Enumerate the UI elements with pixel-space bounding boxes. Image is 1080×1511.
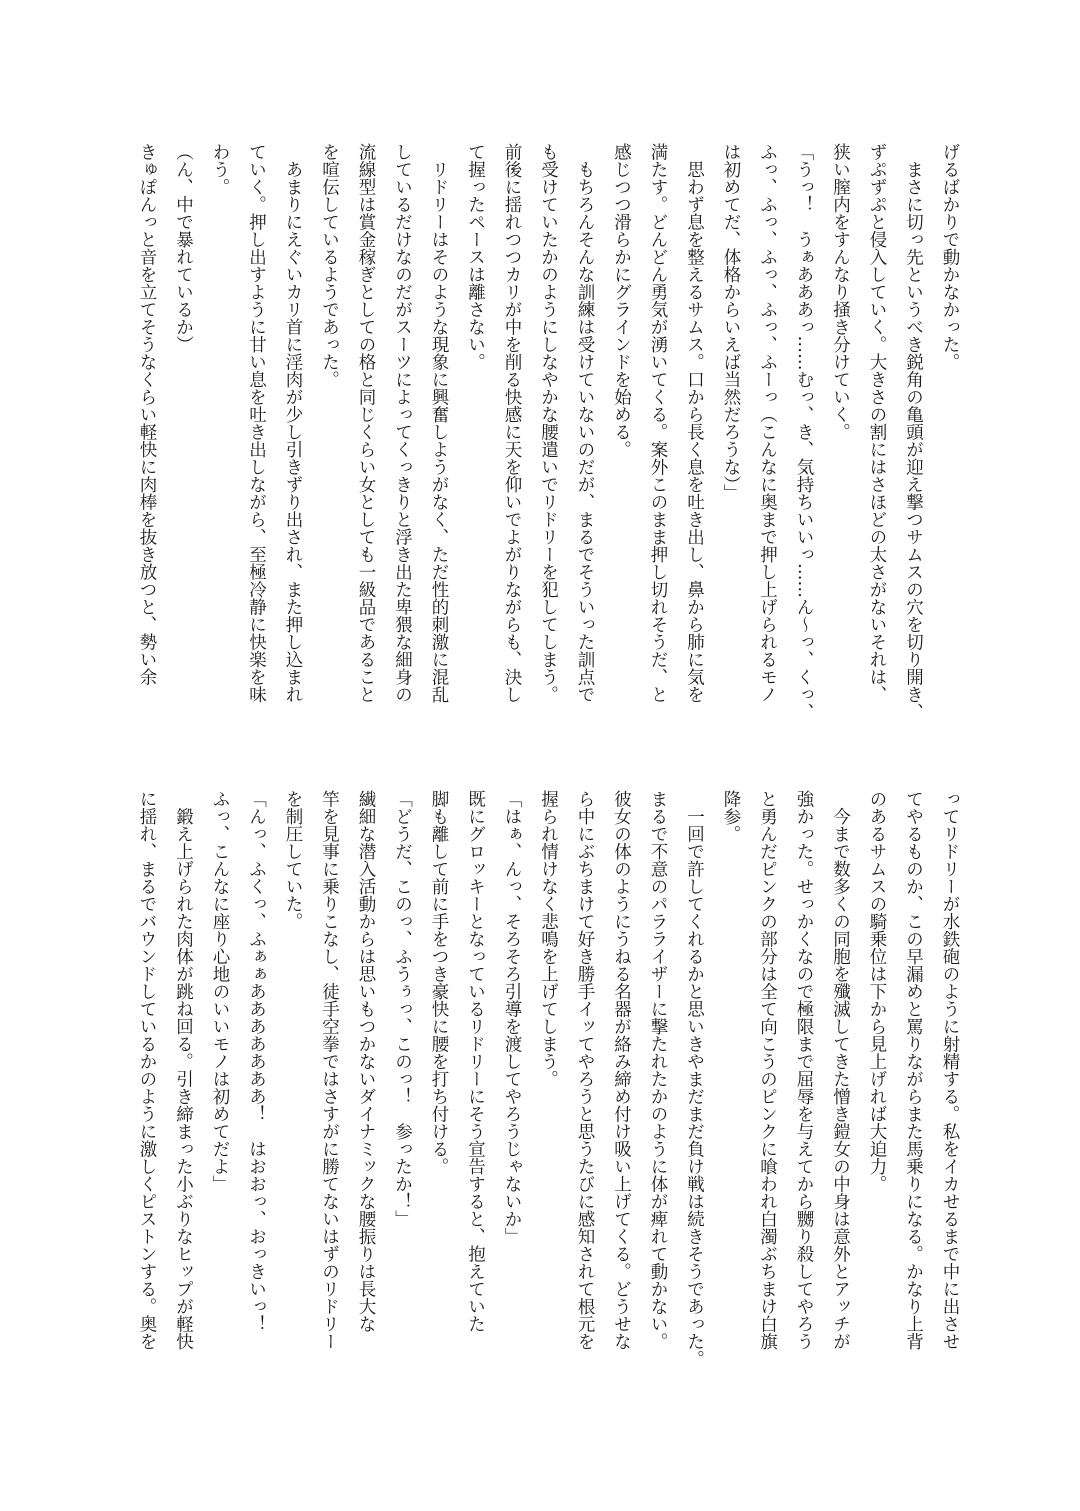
- text-line: 降参。: [721, 790, 741, 843]
- text-line: まるで不意のパラライザーに撃たれたかのように体が痺れて動かない。: [648, 790, 668, 1350]
- text-line: 「んっ、ふくっ、ふぁぁあああああああ！ はおおっ、おっきいっ！: [246, 790, 267, 1333]
- text-line: わう。: [210, 143, 230, 196]
- text-line: 鍛え上げられた肉体が跳ね回る。引き締まった小ぶりなヒップが軽快: [173, 790, 194, 1350]
- text-line: まさに切っ先というべき鋭角の亀頭が迎え撃つサムスの穴を切り開き、: [903, 143, 924, 721]
- text-line: 脚も離して前に手をつき豪快に腰を打ち付ける。: [429, 790, 449, 1175]
- text-line: 「うっ！ うぁあああっ……むっ、き、気持ちいいっ……ん～っ、くっ、: [794, 143, 814, 721]
- text-line: て握ったペースは離さない。: [465, 143, 486, 371]
- text-line: 既にグロッキーとなっているリドリーにそう宣告すると、抱えていた: [465, 790, 486, 1333]
- text-line: 流線型は賞金稼ぎとしての格と同じくらい女としても一級品であること: [356, 143, 376, 703]
- text-line: 前後に揺れつつカリが中を削る快感に天を仰いでよがりながらも、決し: [502, 143, 522, 703]
- text-line: もちろんそんな訓練は受けていないのだが、まるでそういった訓点で: [575, 143, 595, 703]
- text-line: （ん、中で暴れているか）: [173, 143, 194, 353]
- text-line: てやるものか、この早漏めと罵りながらまた馬乗りになる。かなり上背: [903, 790, 924, 1350]
- text-line: ていく。押し出すように甘い息を吐き出しながら、至極冷静に快楽を味: [246, 143, 267, 703]
- text-line: も受けていたかのようにしなやかな腰遣いでリドリーを犯してしまう。: [538, 143, 559, 703]
- text-block-bottom: [129, 790, 969, 1390]
- text-block-top: [129, 143, 969, 743]
- text-line: リドリーはそのような現象に興奮しようがなく、ただ性的刺激に混乱: [429, 143, 449, 703]
- text-line: を喧伝しているようであった。: [319, 143, 340, 388]
- text-line: 満たす。どんどん勇気が湧いてくる。案外このまま押し切れそうだ、と: [648, 143, 668, 703]
- text-line: 狭い膣内をすんなり掻き分けていく。: [830, 143, 851, 441]
- text-line: に揺れ、まるでバウンドしているかのように激しくピストンする。奥を: [137, 790, 157, 1350]
- text-line: ふっ、ふっ、ふっ、ふっ、ふーっ（こんなに奥まで押し上げられるモノ: [757, 143, 778, 703]
- text-line: は初めてだ、体格からいえば当然だろうな）」: [721, 143, 741, 502]
- text-line: げるばかりで動かなかった。: [940, 143, 960, 371]
- text-line: のあるサムスの騎乗位は下から見上げれば大迫力。: [867, 790, 887, 1193]
- text-line: あまりにえぐいカリ首に淫肉が少し引きずり出され、また押し込まれ: [283, 143, 303, 703]
- text-line: 今まで数多くの同胞を殲滅してきた憎き鎧女の中身は意外とアッチが: [830, 790, 851, 1350]
- text-line: 強かった。せっかくなので極限まで屈辱を与えてから嬲り殺してやろう: [794, 790, 814, 1350]
- text-line: きゅぽんっと音を立てそうなくらい軽快に肉棒を抜き放つと、勢い余: [137, 143, 157, 686]
- text-line: 一回で許してくれるかと思いきやまだまだ負け戦は続きそうであった。: [684, 790, 705, 1368]
- text-line: と勇んだピンクの部分は全て向こうのピンクに喰われ白濁ぶちまけ白旗: [757, 790, 778, 1350]
- text-line: 「どうだ、このっ、ふうぅっ、このっ！ 参ったか！」: [392, 790, 413, 1228]
- text-line: 竿を見事に乗りこなし、徒手空拳ではさすがに勝てないはずのリドリー: [319, 790, 340, 1350]
- text-line: ら中にぶちまけて好き勝手イッてやろうと思うたびに感知されて根元を: [575, 790, 595, 1350]
- text-line: 「はぁ、んっ、そろそろ引導を渡してやろうじゃないか」: [502, 790, 522, 1245]
- text-line: しているだけなのだがスーツによってくっきりと浮き出た卑猥な細身の: [392, 143, 413, 703]
- text-line: 繊細な潜入活動からは思いもつかないダイナミックな腰振りは長大な: [356, 790, 376, 1333]
- text-line: ってリドリーが水鉄砲のように射精する。私をイカせるまで中に出させ: [940, 790, 960, 1350]
- text-line: 握られ情けなく悲鳴を上げてしまう。: [538, 790, 559, 1088]
- text-line: ふっ、こんなに座り心地のいいモノは初めてだよ」: [210, 790, 230, 1193]
- text-line: を制圧していた。: [283, 790, 303, 930]
- text-line: 彼女の体のようにうねる名器が絡み締め付け吸い上げてくる。どうせな: [611, 790, 632, 1350]
- text-line: ずぷずぷと侵入していく。大きさの割にはさほどの太さがないそれは、: [867, 143, 887, 703]
- text-line: 思わず息を整えるサムス。口から長く息を吐き出し、鼻から肺に気を: [684, 143, 705, 703]
- text-line: 感じつつ滑らかにグラインドを始める。: [611, 143, 632, 458]
